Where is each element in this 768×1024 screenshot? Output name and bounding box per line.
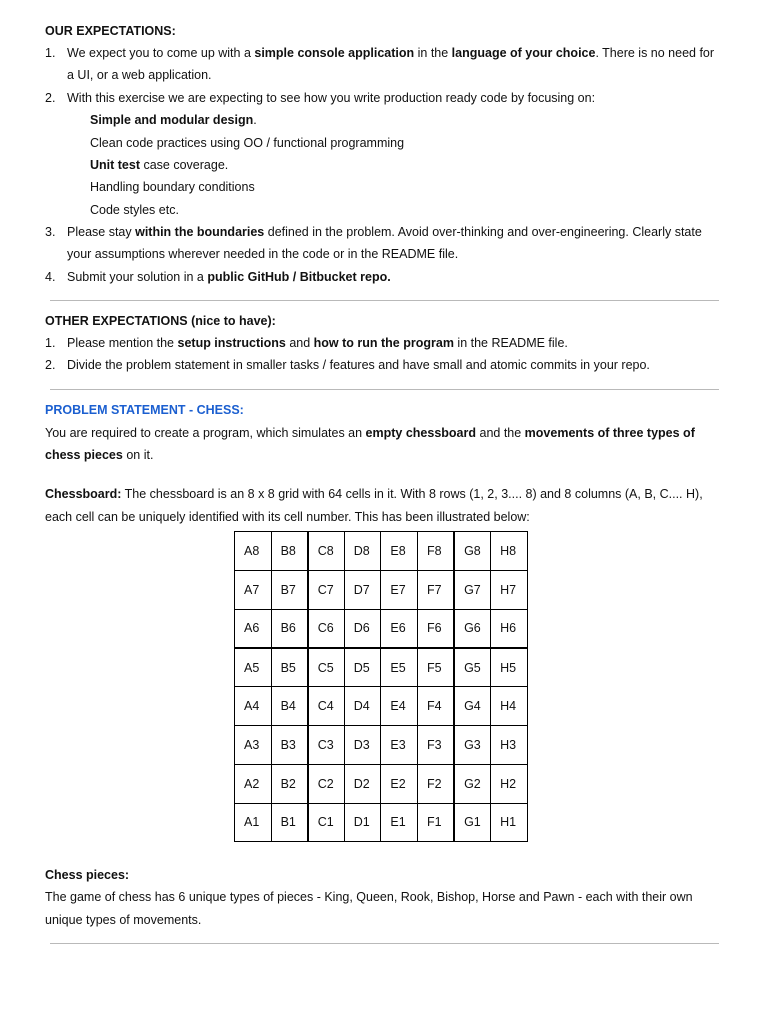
list-number: 1. — [45, 46, 56, 60]
board-cell: D6 — [344, 609, 381, 648]
board-cell: G6 — [454, 609, 491, 648]
list-text: Please stay within the boundaries defined in the problem. Avoid over-thinking and over-engineering. Clearly state — [67, 225, 702, 239]
board-cell: C1 — [308, 803, 345, 842]
board-cell: D2 — [344, 764, 381, 803]
chessboard-description-cont: each cell can be uniquely identified with its cell number. This has been illustrated below: — [45, 510, 530, 524]
board-cell: C6 — [308, 609, 345, 648]
board-row — [235, 687, 528, 726]
board-row — [235, 609, 528, 648]
board-cell: G5 — [454, 648, 491, 687]
problem-heading: PROBLEM STATEMENT - CHESS: — [45, 403, 244, 417]
list-text: With this exercise we are expecting to see how you write production ready code by focusing on: — [67, 91, 596, 105]
chessboard-grid — [234, 531, 528, 842]
list-number: 3. — [45, 225, 56, 239]
board-cell: D5 — [344, 648, 381, 687]
board-cell: B8 — [271, 532, 308, 571]
board-row — [235, 803, 528, 842]
board-cell: E6 — [381, 609, 418, 648]
board-cell: D7 — [344, 570, 381, 609]
board-cell: B1 — [271, 803, 308, 842]
board-cell: G7 — [454, 570, 491, 609]
focus-item-design: Simple and modular design. — [90, 113, 257, 127]
board-cell: H3 — [491, 725, 528, 764]
board-cell: G4 — [454, 687, 491, 726]
board-cell: H2 — [491, 764, 528, 803]
board-cell: C2 — [308, 764, 345, 803]
board-cell: F6 — [417, 609, 454, 648]
board-cell: F8 — [417, 532, 454, 571]
board-cell: H6 — [491, 609, 528, 648]
board-cell: A1 — [235, 803, 272, 842]
divider — [50, 300, 719, 301]
board-cell: E5 — [381, 648, 418, 687]
board-cell: E1 — [381, 803, 418, 842]
board-cell: A7 — [235, 570, 272, 609]
expectation-item-3-cont: your assumptions wherever needed in the code or in the README file. — [67, 247, 459, 261]
board-cell: B3 — [271, 725, 308, 764]
board-cell: C4 — [308, 687, 345, 726]
board-cell: A2 — [235, 764, 272, 803]
board-cell: G1 — [454, 803, 491, 842]
board-cell: B6 — [271, 609, 308, 648]
board-cell: F3 — [417, 725, 454, 764]
list-text: Please mention the setup instructions and how to run the program in the README file. — [67, 336, 568, 350]
board-cell: E7 — [381, 570, 418, 609]
board-cell: C7 — [308, 570, 345, 609]
board-cell: A8 — [235, 532, 272, 571]
board-cell: F2 — [417, 764, 454, 803]
board-cell: D8 — [344, 532, 381, 571]
board-cell: B4 — [271, 687, 308, 726]
board-cell: C8 — [308, 532, 345, 571]
board-cell: C5 — [308, 648, 345, 687]
board-cell: E4 — [381, 687, 418, 726]
board-cell: G2 — [454, 764, 491, 803]
board-cell: G8 — [454, 532, 491, 571]
board-cell: H8 — [491, 532, 528, 571]
list-text: Submit your solution in a public GitHub / Bitbucket repo. — [67, 270, 391, 284]
list-number: 2. — [45, 358, 56, 372]
list-text: We expect you to come up with a simple console application in the language of your choice. There is no need for — [67, 46, 715, 60]
board-cell: F4 — [417, 687, 454, 726]
list-number: 2. — [45, 91, 56, 105]
board-cell: A3 — [235, 725, 272, 764]
board-cell: G3 — [454, 725, 491, 764]
board-cell: B2 — [271, 764, 308, 803]
list-text: Divide the problem statement in smaller tasks / features and have small and atomic commits in your repo. — [67, 358, 650, 372]
problem-intro: You are required to create a program, which simulates an empty chessboard and the movements of three types of — [45, 426, 695, 440]
board-cell: A5 — [235, 648, 272, 687]
board-cell: C3 — [308, 725, 345, 764]
other-expectations-heading: OTHER EXPECTATIONS (nice to have): — [45, 314, 276, 328]
board-cell: E2 — [381, 764, 418, 803]
chess-pieces-heading: Chess pieces: — [45, 868, 130, 882]
board-cell: E3 — [381, 725, 418, 764]
board-row — [235, 570, 528, 609]
divider — [50, 389, 719, 390]
board-cell: H5 — [491, 648, 528, 687]
board-row — [235, 725, 528, 764]
divider — [50, 943, 719, 944]
board-row — [235, 532, 528, 571]
chessboard-description: Chessboard: The chessboard is an 8 x 8 grid with 64 cells in it. With 8 rows (1, 2, 3.... 8) and 8 columns (A, B, C.... H), — [45, 487, 703, 501]
list-number: 1. — [45, 336, 56, 350]
list-number: 4. — [45, 270, 56, 284]
board-cell: A4 — [235, 687, 272, 726]
board-cell: D4 — [344, 687, 381, 726]
expectations-heading: OUR EXPECTATIONS: — [45, 24, 176, 38]
board-cell: D3 — [344, 725, 381, 764]
board-cell: D1 — [344, 803, 381, 842]
board-cell: F7 — [417, 570, 454, 609]
expectation-item-1-cont: a UI, or a web application. — [67, 68, 212, 82]
problem-intro-cont: chess pieces on it. — [45, 448, 154, 462]
focus-item-boundary: Handling boundary conditions — [90, 180, 255, 194]
board-cell: H7 — [491, 570, 528, 609]
board-cell: E8 — [381, 532, 418, 571]
board-cell: F5 — [417, 648, 454, 687]
board-row — [235, 764, 528, 803]
board-cell: H4 — [491, 687, 528, 726]
board-cell: B5 — [271, 648, 308, 687]
focus-item-code-style: Code styles etc. — [90, 203, 179, 217]
board-row — [235, 648, 528, 687]
board-cell: A6 — [235, 609, 272, 648]
chess-pieces-text: The game of chess has 6 unique types of pieces - King, Queen, Rook, Bishop, Horse and Pawn - each with their own — [45, 890, 693, 904]
board-cell: B7 — [271, 570, 308, 609]
board-cell: H1 — [491, 803, 528, 842]
board-cell: F1 — [417, 803, 454, 842]
focus-item-unit-test: Unit test case coverage. — [90, 158, 229, 172]
focus-item-clean-code: Clean code practices using OO / functional programming — [90, 136, 405, 150]
chess-pieces-text-cont: unique types of movements. — [45, 913, 202, 927]
